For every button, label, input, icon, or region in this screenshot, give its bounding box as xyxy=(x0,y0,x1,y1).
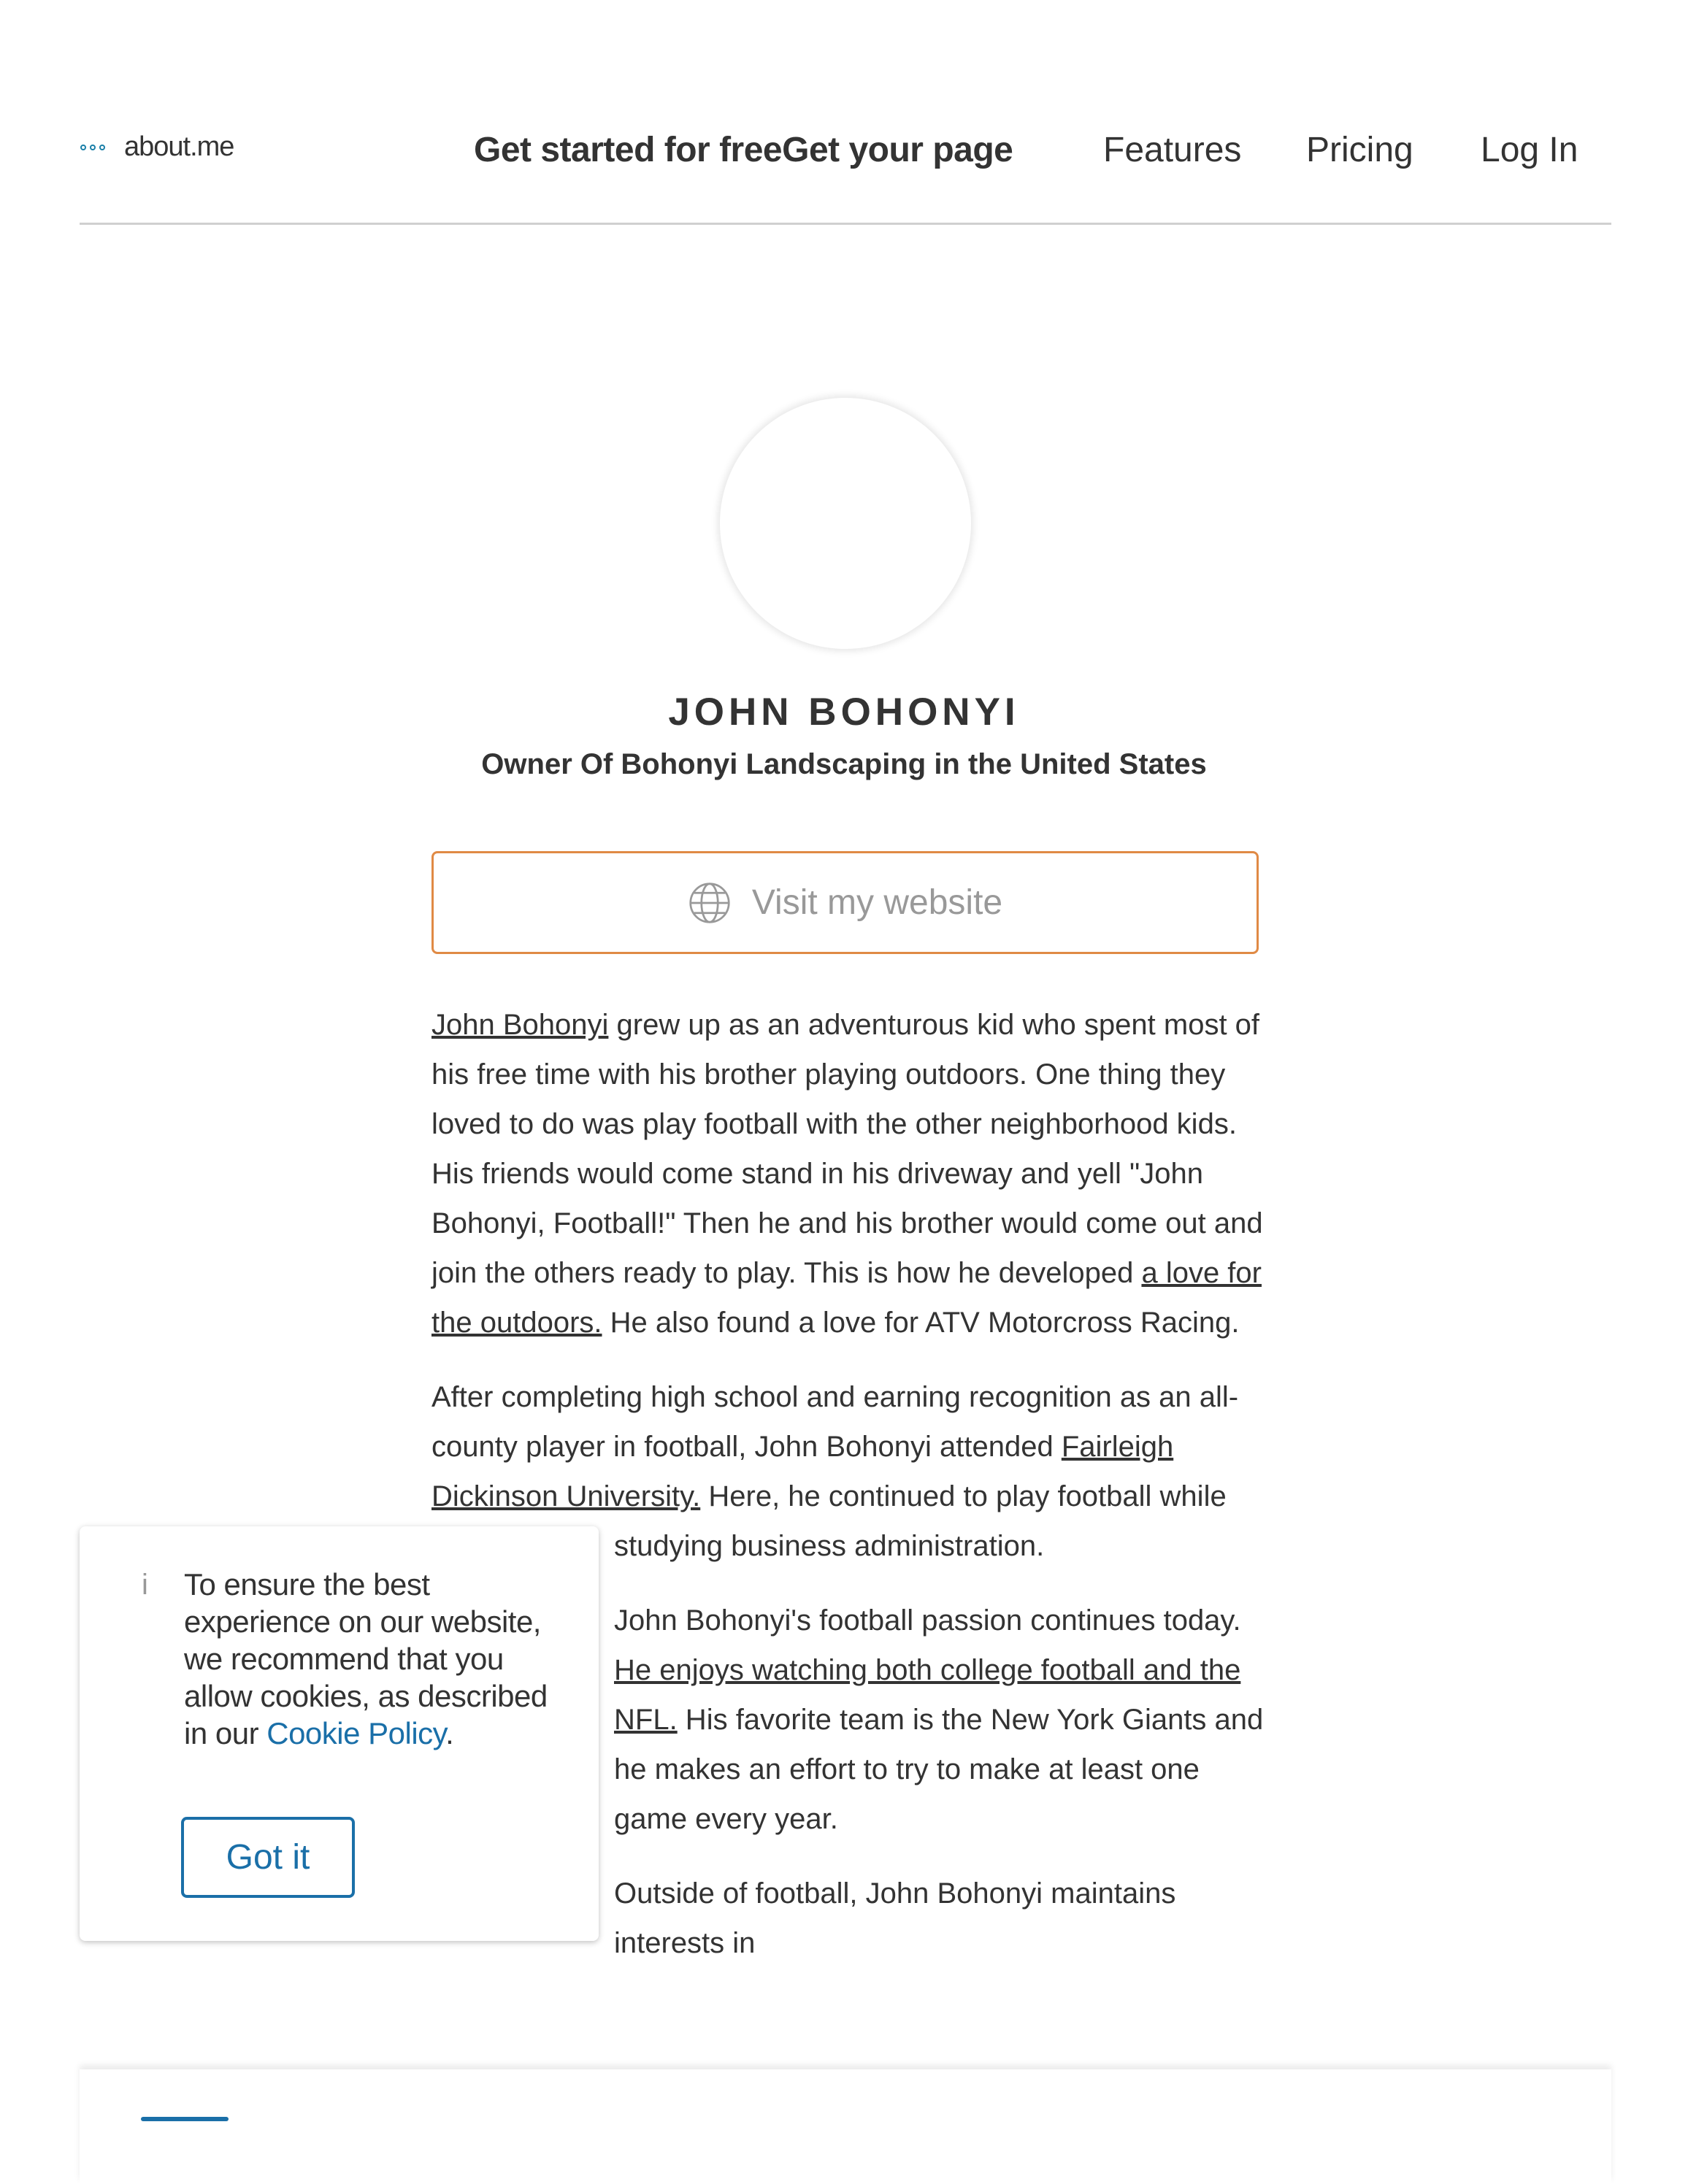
visit-website-label: Visit my website xyxy=(751,883,1003,922)
bio-text: John Bohonyi's football passion continues today. xyxy=(614,1604,1241,1637)
header-divider xyxy=(80,223,1611,225)
logo-text: about.me xyxy=(124,131,234,162)
bio-paragraph xyxy=(431,1000,1271,1347)
bio-text: After completing high school and earning recognition as an all-county player in football, John Bohonyi attended xyxy=(431,1381,1239,1463)
info-icon: i xyxy=(142,1569,148,1601)
got-it-button[interactable]: Got it xyxy=(181,1817,355,1898)
nav-pricing[interactable]: Pricing xyxy=(1306,131,1413,169)
bio-link-university[interactable]: Fairleigh Dickinson University. xyxy=(431,1431,1174,1512)
bio-link-name[interactable]: John Bohonyi xyxy=(431,1009,609,1041)
bio-link-football[interactable]: He enjoys watching both college football and the NFL. xyxy=(614,1654,1241,1736)
nav-get-started[interactable]: Get started for freeGet your page xyxy=(474,131,1013,169)
bottom-tab-indicator[interactable] xyxy=(141,2117,229,2121)
bio-text: His favorite team is the New York Giants and he makes an effort to try to make at least one game every year. xyxy=(614,1704,1264,1835)
globe-icon xyxy=(688,881,732,925)
visit-website-button[interactable] xyxy=(431,851,1259,954)
cookie-message xyxy=(184,1566,578,1752)
bio-text: Here, he continued to play football while studying business administration. xyxy=(614,1480,1227,1562)
cookie-policy-link[interactable]: Cookie Policy xyxy=(266,1716,446,1750)
cookie-banner xyxy=(80,1526,599,1941)
cookie-text: To ensure the best experience on our website, we recommend that you allow cookies, as described in our xyxy=(184,1567,548,1750)
bio-text: Outside of football, John Bohonyi maintains interests in xyxy=(614,1877,1176,1959)
bio-link-outdoors[interactable]: a love for the outdoors. xyxy=(431,1257,1262,1339)
bottom-bar xyxy=(80,2069,1611,2184)
avatar xyxy=(720,398,971,649)
bio-text: grew up as an adventurous kid who spent most of his free time with his brother playing outdoors. One thing they loved to do was play football with the other neighborhood kids. His friends would come stand in his driveway and yell "John Bohonyi, Football!" Then he and his brother would come out and join the others ready to play. This is how he developed xyxy=(431,1009,1263,1289)
profile-subtitle: Owner Of Bohonyi Landscaping in the United States xyxy=(481,748,1207,780)
nav-features[interactable]: Features xyxy=(1103,131,1242,169)
nav-log-in[interactable]: Log In xyxy=(1481,131,1578,169)
logo-dots-icon xyxy=(80,145,105,150)
bio-text: He also found a love for ATV Motorcross Racing. xyxy=(602,1307,1240,1339)
about-me-logo[interactable] xyxy=(80,131,234,163)
profile-name: JOHN BOHONYI xyxy=(668,691,1020,734)
cookie-text-end: . xyxy=(445,1716,454,1750)
